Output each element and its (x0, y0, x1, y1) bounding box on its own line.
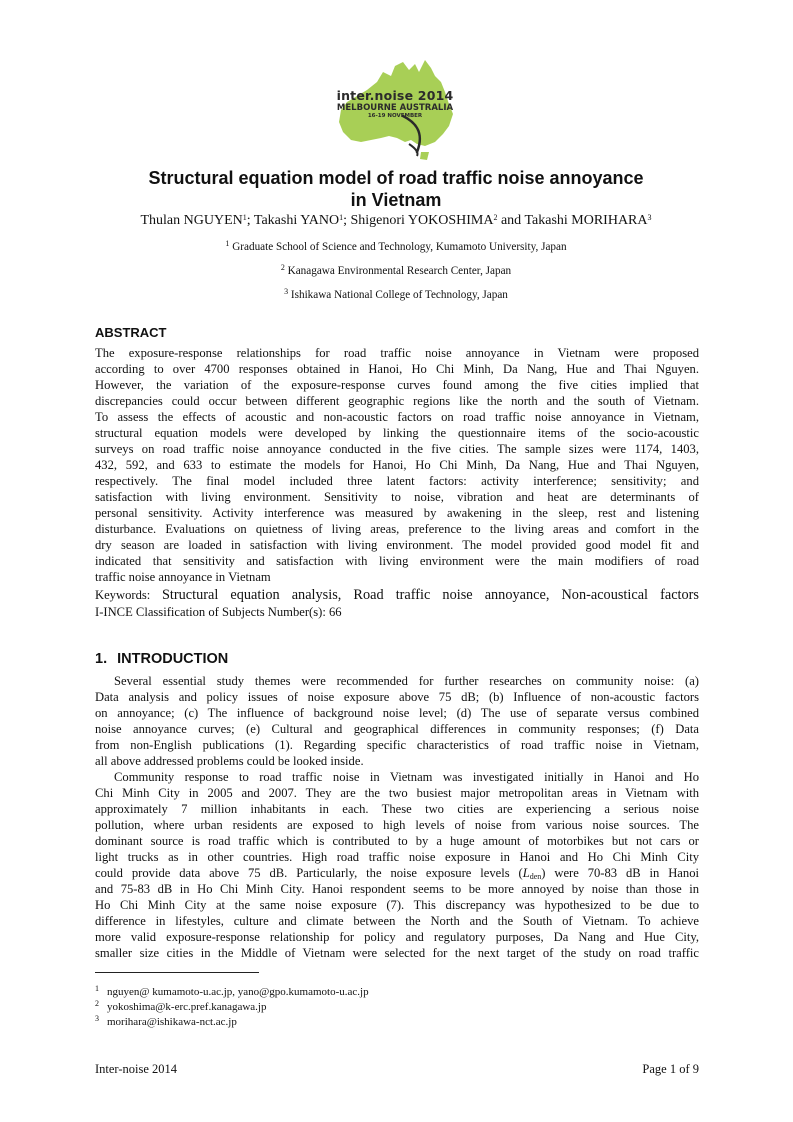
author-affiliation-mark: 1 (242, 213, 247, 222)
footnote (95, 1012, 237, 1029)
conference-logo (325, 52, 470, 170)
paragraph-line: noise annoyance curves; (e) Cultural and geographical differences in community responses; (f) Data (95, 722, 699, 736)
author-affiliation-mark: 3 (647, 213, 652, 222)
abstract-line: personal sensitivity. Activity interference was measured by awakening in the sleep, rest and listening (95, 506, 699, 520)
classification-line: I-INCE Classification of Subjects Number(s): 66 (95, 605, 342, 619)
author-separator: ; (246, 213, 254, 228)
paper-title-line-2: in Vietnam (350, 190, 442, 210)
paragraph-text: ) were 70-83 dB in Hanoi (541, 866, 699, 880)
paragraph-line (95, 865, 699, 881)
logo-title: inter.noise 2014 (336, 88, 454, 103)
paragraph-line: from non-English publications (1). Regarding specific characteristics of road traffic noise in Vietnam, (95, 738, 699, 752)
abstract-line: dry season are loaded in satisfaction with living environment. The model provided good model fit and (95, 538, 699, 552)
keywords-text: Structural equation analysis, Road traffic noise annoyance, Non-acoustical factors (161, 587, 699, 603)
author-name: Takashi MORIHARA (524, 213, 648, 228)
affiliation-text: Graduate School of Science and Technology, Kumamoto University, Japan (232, 241, 567, 253)
paragraph-line: on annoyance; (c) The influence of background noise level; (d) The use of separate versus combined (95, 706, 699, 720)
keywords-label: Keywords: (95, 588, 151, 602)
footnote-divider (95, 972, 259, 973)
paper-title (96, 167, 696, 211)
level-subscript: den (529, 872, 542, 881)
level-symbol: L (522, 866, 530, 880)
abstract-line: disturbance. Evaluations on quietness of living areas, preference to the living areas and comfort in the (95, 522, 699, 536)
abstract-line: satisfaction with living environment. Sensitivity to noise, vibration and heat are determinants of (95, 490, 699, 504)
keywords-line (95, 586, 699, 604)
paragraph-line: smaller size cities in the Middle of Vietnam were selected for the next target of the study on road traffic (95, 946, 699, 960)
logo-dates: 16-19 NOVEMBER (367, 113, 423, 119)
abstract-line: To assess the effects of acoustic and non-acoustic factors on road traffic noise annoyance in Vietnam, (95, 410, 699, 424)
abstract-line: The exposure-response relationships for road traffic noise annoyance in Vietnam were proposed (95, 346, 699, 360)
abstract-line: according to over 4700 responses obtained in Hanoi, Ho Chi Minh, Da Nang, Hue and Thai Nguyen. (95, 362, 699, 376)
author-separator: ; (343, 213, 351, 228)
author-name: Takashi YANO (253, 213, 340, 228)
paragraph-line: Chi Minh City in 2005 and 2007. They are the two busiest major metropolitan areas in Vietnam with (95, 786, 699, 800)
paragraph-line: Data analysis and policy issues of noise exposure above 75 dB; (b) Influence of non-acoustic factors (95, 690, 699, 704)
paragraph-line: dominant source is road traffic which is contributed to by a huge amount of motorbikes but not cars or (95, 834, 699, 848)
affiliation (96, 265, 696, 277)
affiliation-number: 1 (225, 239, 230, 248)
author-name: Shigenori YOKOSHIMA (350, 213, 494, 228)
abstract-line: indicated that sensitivity and satisfaction with living environment were the main modifiers of road (95, 554, 699, 568)
author-affiliation-mark: 1 (339, 213, 344, 222)
footnote-number: 3 (95, 1014, 99, 1023)
footer-conference: Inter-noise 2014 (95, 1062, 178, 1076)
abstract-heading: ABSTRACT (95, 325, 167, 340)
footnote-number: 2 (95, 999, 99, 1008)
paragraph-line: approximately 7 million inhabitants in each. These two cities are experiencing a serious noise (95, 802, 699, 816)
affiliation-number: 2 (280, 263, 285, 272)
paper-title-line-1: Structural equation model of road traffic noise annoyance (148, 168, 644, 188)
paragraph-line: light trucks as in other countries. High road traffic noise exposure in Hanoi and Ho Chi Minh City (95, 850, 699, 864)
paragraph-line: Ho Chi Minh City at the same noise exposure (7). This discrepancy was hypothesized to be due to (95, 898, 699, 912)
affiliation-text: Ishikawa National College of Technology, Japan (290, 289, 508, 301)
abstract-line: However, the variation of the exposure-response curves found among the five cities implied that (95, 378, 699, 392)
abstract-line: discrepancies could occur between different geographic regions like the north and the south of Vietnam. (95, 394, 699, 408)
footnote-text: morihara@ishikawa-nct.ac.jp (107, 1016, 237, 1028)
abstract-line: 432, 592, and 633 to estimate the models for Hanoi, Ho Chi Minh, Da Nang, Hue and Thai Nguyen, (95, 458, 699, 472)
paragraph-text: could provide data above 75 dB. Particularly, the noise exposure levels ( (95, 866, 523, 880)
affiliation (96, 289, 696, 301)
footnote-text: nguyen@ kumamoto-u.ac.jp, yano@gpo.kumamoto-u.ac.jp (107, 986, 369, 998)
abstract-line: respectively. The final model included three latent factors: activity interference; sensitivity; and (95, 474, 699, 488)
paragraph-line: all above addressed problems could be looked inside. (95, 754, 364, 768)
footnote-number: 1 (95, 984, 99, 993)
footnote-text: yokoshima@k-erc.pref.kanagawa.jp (107, 1001, 267, 1013)
author-affiliation-mark: 2 (493, 213, 498, 222)
abstract-line: traffic noise annoyance in Vietnam (95, 570, 271, 584)
footer-page-number: Page 1 of 9 (642, 1062, 699, 1076)
paragraph-line: pollution, where urban residents are exposed to high levels of noise from various noise sources. The (95, 818, 699, 832)
author-name: Thulan NGUYEN (140, 213, 243, 228)
paragraph-line: and 75-83 dB in Ho Chi Minh City. Hanoi respondent seems to be more annoyed by noise than those in (95, 882, 699, 896)
author-separator: and (497, 213, 525, 228)
logo-location: MELBOURNE AUSTRALIA (336, 102, 454, 113)
author-list (96, 213, 696, 229)
paragraph-line: difference in lifestyles, culture and climate between the North and the South of Vietnam. To achieve (95, 914, 699, 928)
abstract-line: structural equation models were developed by linking the questionnaire items of the socio-acoustic (95, 426, 699, 440)
paragraph-line: more valid exposure-response relationship for policy and regulatory purposes, Da Nang and Hue City, (95, 930, 699, 944)
affiliation (96, 241, 696, 253)
introduction-heading: 1. INTRODUCTION (95, 651, 229, 667)
paragraph-line: Community response to road traffic noise in Vietnam was investigated initially in Hanoi and Ho (114, 770, 699, 784)
affiliation-number: 3 (284, 287, 289, 296)
paragraph-line: Several essential study themes were recommended for further researches on community noise: (a) (114, 674, 699, 688)
affiliation-text: Kanagawa Environmental Research Center, Japan (287, 265, 512, 277)
abstract-line: surveys on road traffic noise annoyance conducted in the five cities. The sample sizes were 1174, 1403, (95, 442, 699, 456)
